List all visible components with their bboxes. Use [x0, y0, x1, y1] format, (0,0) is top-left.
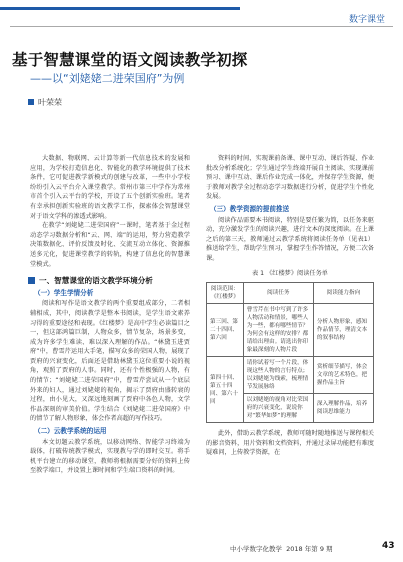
paragraph: 阅读和写作是语文教学的两个重要组成部分，二者相辅相成，其中，阅读教学是整本书阅读，是学生语文素养习得的重要途径和表现。《红楼梦》是高中学生必读篇目之一，但这部鸿篇巨制，人物众多，情节复杂，场景多变，成为许多学生难读、难以深入理解的作品。“林黛玉进贾府”中，曹雪芹运用大手笔，描写众多的荣国人物，展现了贾府的兴衰变化，后面还是借助林黛玉这位重要小说的视角，观照了贾府的人事。同时，还有个性极强的人物，有的情节；“刘姥姥二进荣国府”中，曹雪芹尝试从一个底层外来的妇人，通过刘姥姥的视角，揭示了贾府由盛转衰的过程，由小见大，又深远地刻画了贾府中各色人物，文学作品深刻的审美价值。学生结合《刘姥姥二进荣国府》中的情节了解人物形象，体会作者高超的写作技巧。: [30, 300, 190, 423]
table-cell: 以刘姥姥的视角对比荣国府的兴衰变化，说说你对“繁华如梦”的理解: [243, 394, 313, 423]
page-number: 43: [382, 541, 395, 551]
table-cell: 第四十回、第五十四回、第六十回: [207, 357, 244, 423]
table-cell: 请你试着写一个片段，体现这些人物的言行特点；以刘姥姥为线索，梳理情节发展脉络: [243, 357, 313, 394]
paragraph: 大数据、物联网、云计算等新一代信息技术的发展和应用，为学校打造信息化、智能化的教学环境提供了技术条件，它可促进教学新模式的创建与改革，一些中小学校纷纷引入云平台介入课堂教学。常州市第三中学作为常州市首个引入云平台的学校，开设了五个创新实验班。笔者有幸承担创新实验班的语文教学工作，探索体会智慧课堂对于语文学科的渗透式影响。: [30, 155, 190, 220]
header-accent-line: [0, 7, 240, 10]
author-marker-icon: [28, 99, 34, 105]
table-cell: 赏析细节描写，体会文章的艺术特色，把握作品主旨: [313, 357, 373, 394]
reading-task-table: [206, 282, 374, 423]
table-cell: 分析人物形象，感知作品情节，理清文本的叙事结构: [313, 304, 373, 357]
paragraph: 阅读作品需要本书阅读，特别是要任繁为简，以任务来驱动，充分激发学生的阅读兴趣，进行文本的深度阅读。在上课之后的第三天，教师通过云教学系统将阅读任务单（见表1）推送给学生，帮助学生预习，掌握学生作答情况，方便二次备课。: [206, 216, 374, 262]
page-footer: [230, 544, 333, 553]
left-column: [30, 154, 190, 476]
table-cell: 深入理解作品，培养阅读思维能力: [313, 394, 373, 423]
table-header-cell: 阅读能力指向: [313, 283, 373, 304]
issue-number: 2018 年第 9 期: [286, 545, 333, 553]
paragraph: 在教学“刘姥姥二进荣国府”一课时，笔者基于金过程动态学习数据分析和“云、网、端”的运用，努力营造教学决策数据化、评价反馈及时化、交流互动立体化、资源推送多元化，促进课堂教学的转轨，构建了信息化的智慧课堂模式。: [30, 222, 190, 268]
author-line: [28, 97, 62, 108]
article-title: 基于智慧课堂的语文阅读教学初探: [12, 51, 248, 69]
table-cell: 第三回、第二十四回、第六回: [207, 304, 244, 357]
paragraph: 资料的时间，实现课前备课、课中互动、课后答疑、作业批改分析系统化；学生通过学生终端开展自主阅读、实现课前预习、课中互动、课后作业完成一体化，并保存学生资源，便于教师对教学全过程动态学习数据进行分析，促进学生个性化发展。: [206, 155, 374, 201]
table-cell: 曹雪芹在书中写到了许多人物活动和情景，哪些人为一些，都有哪些情节？为何会有这样的安排？都请给出理由。请选出你印象最深刻的人物片段: [243, 304, 313, 357]
paragraph: 此外，借助云教学系统，教师可随时随地推送与课程相关的影音资料，用片资料和文档资料，并通过录屏功能把有难度疑难问，上传教学资源，在: [206, 430, 374, 457]
table-header-cell: 阅读范围：《红楼梦》: [207, 283, 244, 304]
section-heading: 一、智慧课堂的语文教学环境分析: [28, 276, 190, 286]
subsection-heading: （一）学生学情分析: [34, 288, 94, 297]
table-header-cell: 阅读任务: [243, 283, 313, 304]
right-column: [206, 154, 374, 458]
header-divider: [10, 26, 393, 27]
table-row: [207, 357, 374, 394]
table-caption: 表 1 《红楼梦》阅读任务单: [252, 269, 328, 277]
article-subtitle: ——以“刘姥姥二进荣国府”为例: [30, 72, 185, 85]
heading-marker-icon: [28, 277, 35, 284]
section-tag: 数字课堂: [348, 15, 385, 25]
paragraph: 本文切题云教学系统，以移动网络、智能学习终端为载体，打破传统教学模式，实现教与学的即时交互。将手机平台建立的移动课堂，教师将根据需要分好的资料上传至教学端口，并设置上课时间和学生端口资料的时间。: [30, 438, 190, 475]
header-bar: [0, 0, 403, 14]
subsection-heading: （二）云教学系统的运用: [34, 427, 107, 436]
author-name: 叶荣荣: [38, 98, 62, 107]
journal-name: 中小学数字化教学: [230, 545, 282, 553]
table-row: [207, 304, 374, 357]
subsection-heading: （三）教学资源的提前推送: [210, 204, 290, 213]
table-header-row: [207, 283, 374, 304]
